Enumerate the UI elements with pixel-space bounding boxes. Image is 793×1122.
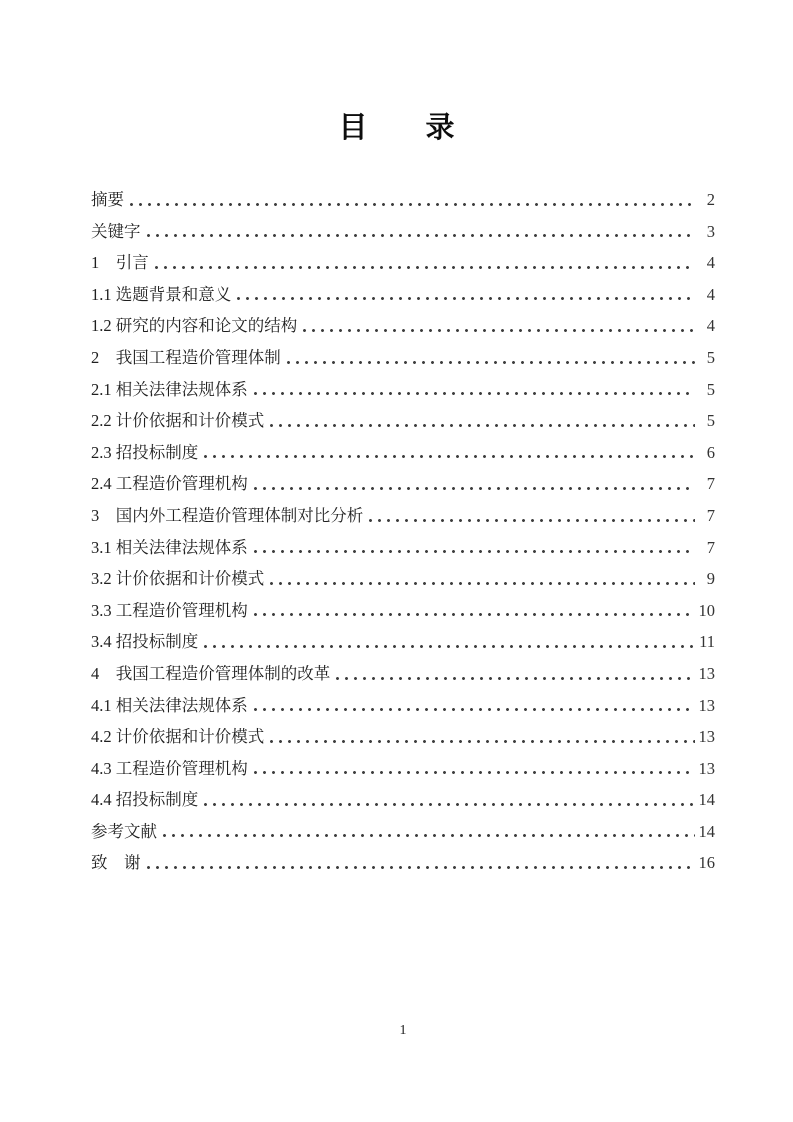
toc-entry-page: 5	[706, 411, 715, 431]
toc-leader-dots	[270, 582, 695, 585]
toc-entry-label: 关键字	[91, 221, 141, 241]
toc-entry	[91, 847, 715, 879]
toc-entry	[91, 405, 715, 437]
toc-entry-label: 4.1 相关法律法规体系	[91, 695, 248, 715]
toc-entry	[91, 721, 715, 753]
toc-leader-dots	[130, 203, 695, 206]
toc-entry-label: 参考文献	[91, 821, 157, 841]
toc-leader-dots	[204, 645, 695, 648]
toc-entry	[91, 184, 715, 216]
toc-entry-page: 2	[706, 190, 715, 209]
toc-leader-dots	[147, 234, 696, 237]
toc-entry	[91, 374, 715, 406]
toc-entry	[91, 310, 715, 342]
toc-entry	[91, 532, 715, 564]
toc-entry-label: 1.1 选题背景和意义	[91, 284, 232, 304]
toc-entry	[91, 784, 715, 816]
toc-entry-label: 1 引言	[91, 253, 149, 273]
toc-entry-page: 7	[706, 505, 715, 525]
toc-entry-label: 4.2 计价依据和计价模式	[91, 727, 265, 747]
toc-entry	[91, 595, 715, 627]
toc-entry-label: 致 谢	[91, 853, 141, 873]
toc-leader-dots	[369, 519, 695, 522]
toc-entry-label: 2.3 招投标制度	[91, 442, 199, 462]
toc-leader-dots	[254, 771, 695, 774]
toc-leader-dots	[270, 424, 695, 427]
toc-leader-dots	[155, 266, 695, 269]
toc-entry-page: 10	[698, 600, 715, 620]
toc-leader-dots	[336, 677, 695, 680]
toc-entry-page: 7	[706, 474, 715, 494]
toc-entry-page: 13	[698, 727, 715, 747]
toc-entry-page: 14	[698, 821, 715, 841]
toc-entry-page: 4	[706, 284, 715, 304]
toc-entry-page: 5	[706, 347, 715, 367]
toc-entry-label: 摘要	[91, 190, 124, 209]
toc-entry-label: 2.1 相关法律法规体系	[91, 379, 248, 399]
toc-leader-dots	[254, 487, 695, 490]
toc-entry-page: 5	[706, 379, 715, 399]
toc-entry	[91, 437, 715, 469]
toc-entry-page: 3	[706, 221, 715, 241]
toc-entry	[91, 816, 715, 848]
toc-entry	[91, 468, 715, 500]
toc-entry-page: 9	[706, 569, 715, 589]
toc-entry-page: 7	[706, 537, 715, 557]
toc-leader-dots	[254, 708, 695, 711]
toc-entry	[91, 500, 715, 532]
toc-entry-label: 2.2 计价依据和计价模式	[91, 411, 265, 431]
toc-leader-dots	[287, 361, 695, 364]
page-title: 目 录	[338, 112, 455, 144]
toc-entry-page: 14	[698, 790, 715, 810]
toc-entry	[91, 216, 715, 248]
toc-entry-page: 11	[699, 632, 715, 652]
toc-entry-label: 3 国内外工程造价管理体制对比分析	[91, 505, 364, 525]
toc-leader-dots	[254, 550, 695, 553]
toc-entry	[91, 342, 715, 374]
toc-entry-label: 3.2 计价依据和计价模式	[91, 569, 265, 589]
toc-entry-page: 13	[698, 663, 715, 683]
toc-leader-dots	[204, 803, 695, 806]
toc-leader-dots	[254, 392, 695, 395]
toc-entry-page: 16	[698, 853, 715, 873]
toc-entry	[91, 247, 715, 279]
toc-entry-page: 6	[706, 442, 715, 462]
toc-entry-label: 2 我国工程造价管理体制	[91, 347, 281, 367]
toc-entry-label: 3.1 相关法律法规体系	[91, 537, 248, 557]
toc-entry	[91, 658, 715, 690]
toc-entry-label: 4.3 工程造价管理机构	[91, 758, 248, 778]
toc-leader-dots	[237, 297, 695, 300]
toc-list	[0, 184, 793, 879]
toc-entry-label: 3.4 招投标制度	[91, 632, 199, 652]
toc-leader-dots	[270, 740, 695, 743]
toc-entry-label: 4.4 招投标制度	[91, 790, 199, 810]
toc-leader-dots	[204, 455, 695, 458]
toc-entry-label: 4 我国工程造价管理体制的改革	[91, 663, 331, 683]
toc-leader-dots	[163, 834, 695, 837]
footer-page-number: 1	[399, 1023, 407, 1038]
toc-entry-label: 1.2 研究的内容和论文的结构	[91, 316, 298, 336]
toc-entry	[91, 563, 715, 595]
toc-entry-page: 13	[698, 758, 715, 778]
toc-entry	[91, 690, 715, 722]
toc-entry	[91, 626, 715, 658]
toc-entry-page: 4	[706, 316, 715, 336]
toc-entry	[91, 279, 715, 311]
toc-entry	[91, 753, 715, 785]
toc-leader-dots	[147, 866, 696, 869]
toc-entry-label: 3.3 工程造价管理机构	[91, 600, 248, 620]
toc-entry-page: 13	[698, 695, 715, 715]
toc-entry-page: 4	[706, 253, 715, 273]
toc-entry-label: 2.4 工程造价管理机构	[91, 474, 248, 494]
toc-leader-dots	[254, 613, 695, 616]
toc-leader-dots	[303, 329, 695, 332]
